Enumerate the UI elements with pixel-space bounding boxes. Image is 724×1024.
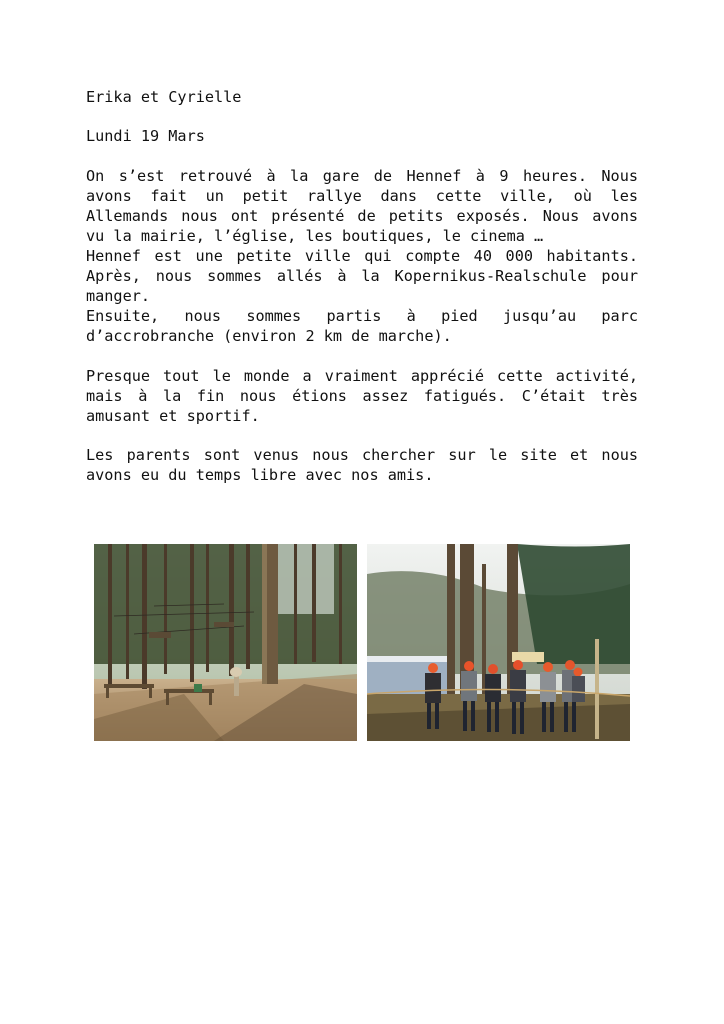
forest-park-photo	[94, 544, 357, 741]
paragraph-parents	[86, 445, 638, 485]
paragraph-line: manger.	[86, 287, 151, 305]
paragraph-line: Presque tout le monde a vraiment apprécié cette activité,	[86, 367, 638, 385]
paragraph-line: Les parents sont venus nous chercher sur le site et nous	[86, 446, 638, 464]
author-text: Erika et Cyrielle	[86, 88, 242, 106]
group-helmets-photo	[367, 544, 630, 741]
date-heading	[86, 126, 638, 146]
paragraph-line: Après, nous sommes allés à la Kopernikus-Realschule pour	[86, 267, 638, 285]
paragraph-line: d’accrobranche (environ 2 km de marche).	[86, 327, 452, 345]
paragraph-line: amusant et sportif.	[86, 407, 260, 425]
paragraph-line: Ensuite, nous sommes partis à pied jusqu’au parc	[86, 307, 638, 325]
paragraph-line: avons eu du temps libre avec nos amis.	[86, 466, 434, 484]
paragraph-arrival	[86, 166, 638, 346]
paragraph-line: On s’est retrouvé à la gare de Hennef à 9 heures. Nous	[86, 167, 638, 185]
paragraph-line: avons fait un petit rallye dans cette ville, où les	[86, 187, 638, 205]
paragraph-activity	[86, 366, 638, 426]
paragraph-line: Allemands nous ont présenté de petits exposés. Nous avons	[86, 207, 638, 225]
paragraph-line: mais à la fin nous étions assez fatigués. C’était très	[86, 387, 638, 405]
date-text: Lundi 19 Mars	[86, 127, 205, 145]
paragraph-line: vu la mairie, l’église, les boutiques, le cinema …	[86, 227, 544, 245]
author-line	[86, 87, 638, 107]
paragraph-line: Hennef est une petite ville qui compte 40 000 habitants.	[86, 247, 638, 265]
